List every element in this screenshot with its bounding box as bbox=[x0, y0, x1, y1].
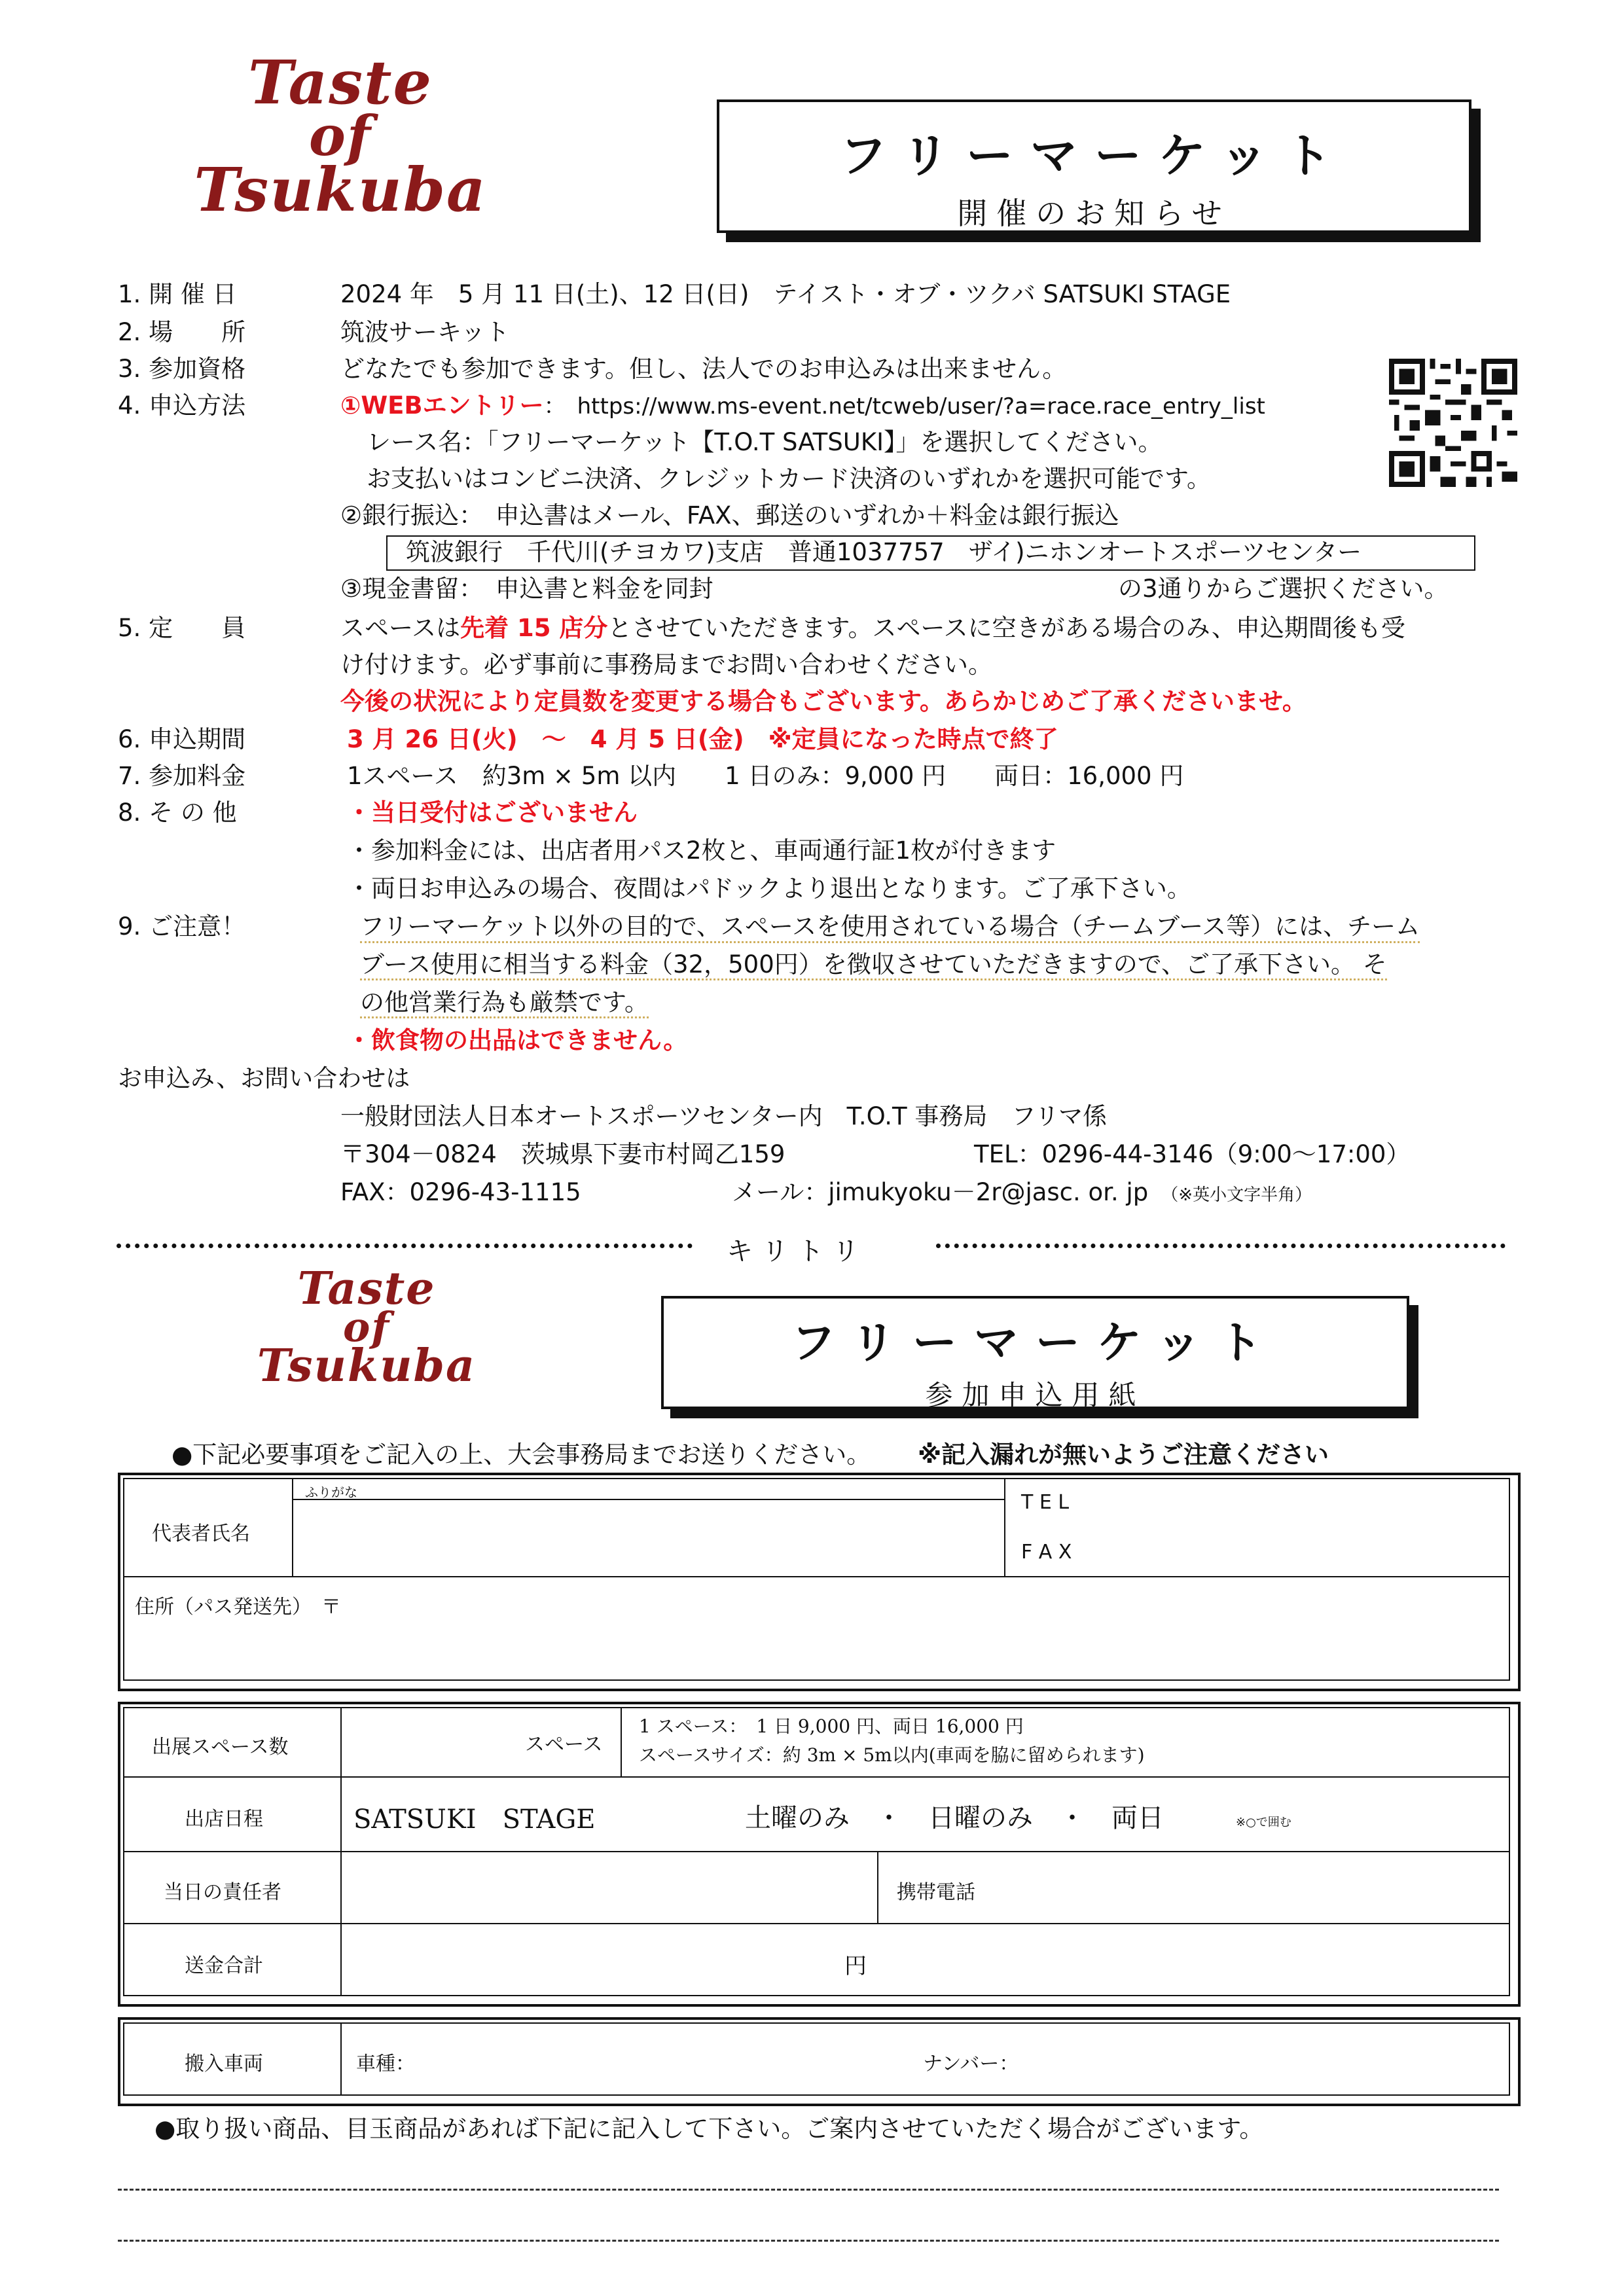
circle-note: ※○で囲む bbox=[1236, 1816, 1291, 1829]
choice-note: の3通りからご選択ください。 bbox=[1118, 575, 1449, 603]
no-food: ・飲食物の出品はできません。 bbox=[347, 1026, 688, 1054]
item-label: 6. 申込期間 bbox=[118, 725, 246, 753]
application-period: 3 月 26 日(火) ～ 4 月 5 日(金) ※定員になった時点で終了 bbox=[347, 725, 1058, 753]
mobile-label: 携帯電話 bbox=[897, 1881, 975, 1904]
caution-line-3: の他営業行為も厳禁です。 bbox=[360, 988, 649, 1018]
notice-title-box bbox=[717, 99, 1471, 233]
logo-line-3: Tsukuba bbox=[194, 154, 487, 225]
cut-label: キリトリ bbox=[727, 1236, 868, 1266]
day-options[interactable]: 土曜のみ ・ 日曜のみ ・ 両日 bbox=[745, 1803, 1164, 1833]
notice-title: フリーマーケット bbox=[839, 128, 1349, 183]
space-price: 1 スペース： 1 日 9,000 円、両日 16,000 円 bbox=[639, 1715, 1024, 1737]
car-type-label: 車種： bbox=[356, 2053, 415, 2075]
tel-fax-input[interactable] bbox=[1004, 1478, 1510, 1577]
caution-line-2: ブース使用に相当する料金（32，500円）を徴収させていただきますので、ご了承下さい。 そ bbox=[360, 950, 1387, 980]
cut-line-right bbox=[936, 1244, 1506, 1248]
capacity-count: 先着 15 店分 bbox=[460, 614, 608, 642]
qr-code[interactable] bbox=[1389, 359, 1517, 487]
furigana-divider bbox=[292, 1499, 1005, 1500]
caution-line-1: フリーマーケット以外の目的で、スペースを使用されている場合（チームブース等）には、チーム bbox=[360, 912, 1420, 943]
logo-line-3: Tsukuba bbox=[257, 1340, 477, 1392]
form-title: フリーマーケット bbox=[791, 1318, 1280, 1369]
rep-name-label: 代表者氏名 bbox=[152, 1522, 250, 1545]
address-label: 住所（パス発送先） 〒 bbox=[135, 1596, 341, 1619]
space-size: スペースサイズ：約 3m × 5m以内(車両を脇に留められます) bbox=[639, 1744, 1145, 1766]
space-count-label: 出展スペース数 bbox=[152, 1736, 289, 1759]
goods-line-1[interactable] bbox=[118, 2189, 1499, 2191]
logo-line-2: of bbox=[308, 103, 372, 168]
contact-tel: TEL：0296-44-3146（9:00～17:00） bbox=[974, 1140, 1411, 1168]
item-value: 2024 年 5 月 11 日(土)、12 日(日) テイスト・オブ・ツクバ SATSUKI STAGE bbox=[340, 280, 1231, 308]
manager-input[interactable] bbox=[340, 1851, 878, 1924]
capacity-warning: 今後の状況により定員数を変更する場合もございます。あらかじめご了承くださいませ。 bbox=[340, 687, 1307, 715]
vehicle-label: 搬入車両 bbox=[185, 2053, 263, 2075]
bank-account-box bbox=[386, 535, 1475, 571]
payment-options: お支払いはコンビニ決済、クレジットカード決済のいずれかを選択可能です。 bbox=[367, 465, 1212, 493]
notice-subtitle: 開催のお知らせ bbox=[957, 196, 1231, 231]
web-entry-label: ①WEBエントリー bbox=[340, 391, 544, 420]
tel-label: T E L bbox=[1021, 1491, 1070, 1514]
pass-info: ・参加料金には、出店者用パス2枚と、車両通行証1枚が付きます bbox=[347, 836, 1056, 865]
cash-registered: ③現金書留： 申込書と料金を同封 bbox=[340, 575, 713, 603]
item-label: 8. そ の 他 bbox=[118, 798, 237, 827]
logo-line-1: Taste bbox=[297, 1263, 436, 1315]
goods-instruction: ●取り扱い商品、目玉商品があれば下記に記入して下さい。ご案内させていただく場合がございます。 bbox=[154, 2115, 1264, 2143]
contact-org: 一般財団法人日本オートスポーツセンター内 T.O.T 事務局 フリマ係 bbox=[340, 1102, 1108, 1130]
form-subtitle: 参加申込用紙 bbox=[925, 1379, 1146, 1411]
cut-line-left bbox=[117, 1244, 693, 1248]
name-input[interactable] bbox=[292, 1478, 1005, 1577]
web-entry-url[interactable]: ： https://www.ms-event.net/tcweb/user/?a=race.race_entry_list bbox=[543, 393, 1265, 420]
bank-transfer: ②銀行振込： 申込書はメール、FAX、郵送のいずれか＋料金は銀行振込 bbox=[340, 501, 1119, 529]
item-label: 1. 開 催 日 bbox=[118, 280, 237, 308]
yen-label: 円 bbox=[844, 1953, 867, 1979]
contact-address: 〒304－0824 茨城県下妻市村岡乙159 bbox=[340, 1140, 785, 1168]
item-value: 筑波サーキット bbox=[340, 318, 510, 346]
form-logo bbox=[229, 1263, 504, 1392]
form-instruction-warning: ※記入漏れが無いようご注意ください bbox=[918, 1441, 1329, 1469]
race-name-instruction: レース名：「フリーマーケット【T.O.T SATSUKI】」を選択してください。 bbox=[367, 428, 1163, 456]
logo-line-1: Taste bbox=[247, 47, 433, 118]
item-label: 3. 参加資格 bbox=[118, 355, 246, 383]
form-title-box bbox=[661, 1296, 1409, 1409]
item-label: 9. ご注意！ bbox=[118, 912, 246, 941]
item-value: どなたでも参加できます。但し、法人でのお申込みは出来ません。 bbox=[340, 355, 1067, 383]
space-unit: スペース bbox=[525, 1733, 603, 1756]
schedule-label: 出店日程 bbox=[185, 1808, 263, 1831]
fax-label: F A X bbox=[1021, 1541, 1072, 1564]
contact-mail-note: （※英小文字半角） bbox=[1161, 1185, 1312, 1205]
contact-mail[interactable]: メール：jimukyoku－2r@jasc. or. jp bbox=[732, 1178, 1149, 1206]
total-label: 送金合計 bbox=[185, 1954, 263, 1977]
logo-line-2: of bbox=[342, 1303, 391, 1351]
stage-name: SATSUKI STAGE bbox=[353, 1804, 596, 1835]
bank-account: 筑波銀行 千代川(チヨカワ)支店 普通1037757 ザイ)ニホンオートスポーツセンター bbox=[406, 538, 1362, 566]
item-label: 2. 場 所 bbox=[118, 318, 246, 346]
number-label: ナンバー： bbox=[923, 2053, 1019, 2075]
contact-heading: お申込み、お問い合わせは bbox=[118, 1064, 410, 1092]
item-label: 4. 申込方法 bbox=[118, 391, 246, 420]
item-label: 7. 参加料金 bbox=[118, 762, 246, 790]
capacity-inquiry: け付けます。必ず事前に事務局までお問い合わせください。 bbox=[340, 651, 993, 679]
fee-value: 1スペース 約3m × 5m 以内 1 日のみ：9,000 円 両日：16,000 円 bbox=[347, 762, 1184, 790]
logo bbox=[183, 47, 497, 225]
contact-fax: FAX：0296-43-1115 bbox=[340, 1178, 581, 1206]
form-instruction: ●下記必要事項をご記入の上、大会事務局までお送りください。 bbox=[171, 1441, 871, 1469]
furigana-label: ふりがな bbox=[305, 1484, 357, 1500]
item-label: 5. 定 員 bbox=[118, 614, 246, 642]
goods-line-2[interactable] bbox=[118, 2240, 1499, 2242]
total-input[interactable] bbox=[340, 1923, 1510, 1996]
no-same-day: ・当日受付はございません bbox=[347, 798, 638, 827]
overnight-info: ・両日お申込みの場合、夜間はパドックより退出となります。ご了承下さい。 bbox=[347, 874, 1191, 903]
manager-label: 当日の責任者 bbox=[164, 1881, 281, 1904]
